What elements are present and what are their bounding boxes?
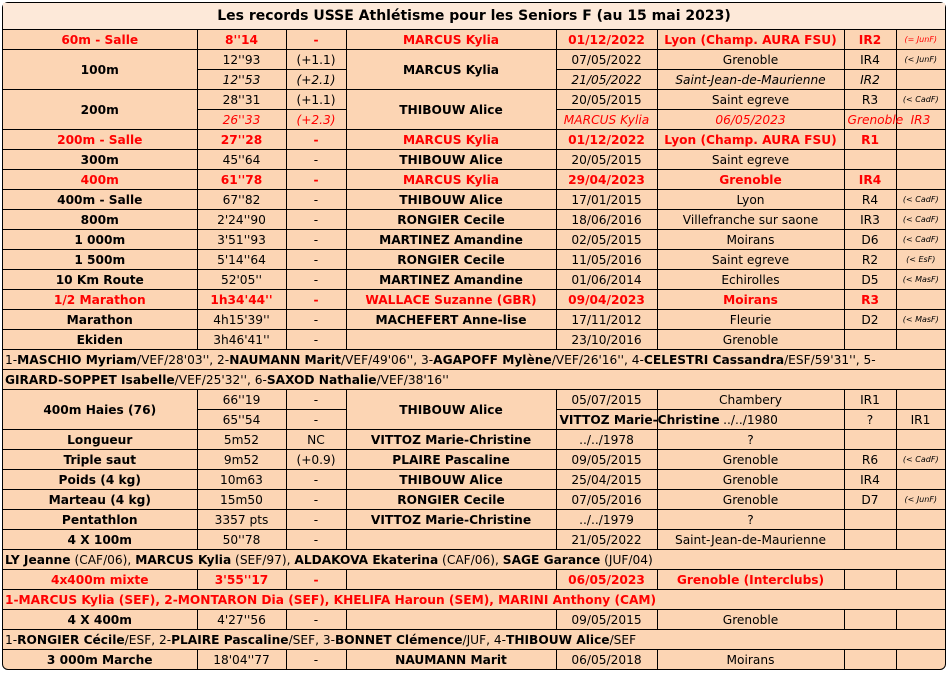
record-note: (< JunF)	[896, 50, 945, 70]
record-level	[844, 150, 896, 170]
record-row	[3, 450, 945, 470]
event-name: Triple saut	[3, 450, 197, 470]
record-level: IR3	[896, 110, 945, 130]
performance: 12''53	[197, 70, 286, 90]
performance: 65''54	[197, 410, 286, 430]
record-note: (< CadF)	[896, 230, 945, 250]
record-level: R3	[844, 90, 896, 110]
record-note	[896, 430, 945, 450]
team-member-name: NAUMANN Marit	[229, 352, 341, 367]
record-level	[844, 650, 896, 670]
record-place: Saint-Jean-de-Maurienne	[657, 530, 844, 550]
record-date: 05/07/2015	[556, 390, 657, 410]
relay-team-row	[3, 630, 945, 650]
record-note	[896, 150, 945, 170]
record-row	[3, 230, 945, 250]
record-row	[3, 570, 945, 590]
event-name: 200m - Salle	[3, 130, 197, 150]
event-name: Longueur	[3, 430, 197, 450]
wind: -	[286, 650, 346, 670]
record-level: IR1	[896, 410, 945, 430]
performance: 66''19	[197, 390, 286, 410]
team-member-name: THIBOUW Alice	[506, 632, 610, 647]
record-note: (< EsF)	[896, 250, 945, 270]
performance: 3h46'41''	[197, 330, 286, 350]
record-note: (< CadF)	[896, 90, 945, 110]
wind: (+2.3)	[286, 110, 346, 130]
event-name: 800m	[3, 210, 197, 230]
wind: (+1.1)	[286, 50, 346, 70]
record-level: IR2	[844, 70, 896, 90]
team-member-name: LY Jeanne	[5, 552, 71, 567]
record-date: 18/06/2016	[556, 210, 657, 230]
team-member-name: MASCHIO Myriam	[17, 352, 137, 367]
performance: 15m50	[197, 490, 286, 510]
record-date: 25/04/2015	[556, 470, 657, 490]
record-note	[896, 650, 945, 670]
mixed-relay-team-row	[3, 590, 945, 610]
athlete-name	[346, 570, 556, 590]
record-level: IR3	[844, 210, 896, 230]
ekiden-team-row	[3, 370, 945, 390]
record-place: Grenoble (Interclubs)	[657, 570, 844, 590]
athlete-name: THIBOUW Alice	[346, 390, 556, 430]
team-member-name: ALDAKOVA Ekaterina	[294, 552, 439, 567]
record-date: ../../1978	[556, 430, 657, 450]
performance: 3'55''17	[197, 570, 286, 590]
record-level	[844, 570, 896, 590]
event-name: 200m	[3, 90, 197, 130]
record-date: 07/05/2016	[556, 490, 657, 510]
record-row	[3, 610, 945, 630]
record-row	[3, 290, 945, 310]
event-name: 3 000m Marche	[3, 650, 197, 670]
athlete-name: MARCUS Kylia	[346, 130, 556, 150]
performance: 10m63	[197, 470, 286, 490]
event-name: 100m	[3, 50, 197, 90]
performance: 28''31	[197, 90, 286, 110]
performance: 4h15'39''	[197, 310, 286, 330]
athlete-name	[346, 610, 556, 630]
record-place: Grenoble	[657, 330, 844, 350]
record-date: 02/05/2015	[556, 230, 657, 250]
wind: -	[286, 250, 346, 270]
athlete-name: MARTINEZ Amandine	[346, 230, 556, 250]
performance: 1h34'44''	[197, 290, 286, 310]
record-date: 09/05/2015	[556, 610, 657, 630]
record-date: 20/05/2015	[556, 90, 657, 110]
record-place: Villefranche sur saone	[657, 210, 844, 230]
record-row	[3, 430, 945, 450]
record-date: 21/05/2022	[556, 530, 657, 550]
record-date: 17/11/2012	[556, 310, 657, 330]
record-row	[3, 470, 945, 490]
wind: -	[286, 530, 346, 550]
record-level: R3	[844, 290, 896, 310]
record-row	[3, 490, 945, 510]
wind: (+1.1)	[286, 90, 346, 110]
athlete-name	[346, 530, 556, 550]
event-name: 400m Haies (76)	[3, 390, 197, 430]
record-date: 17/01/2015	[556, 190, 657, 210]
record-note	[896, 130, 945, 150]
athlete-name: RONGIER Cecile	[346, 490, 556, 510]
athlete-name: MARTINEZ Amandine	[346, 270, 556, 290]
record-row	[3, 190, 945, 210]
record-note	[896, 570, 945, 590]
record-note: (< MasF)	[896, 270, 945, 290]
athlete-name: VITTOZ Marie-Christine	[346, 510, 556, 530]
record-note	[896, 610, 945, 630]
record-place: Grenoble	[657, 50, 844, 70]
record-place: ?	[657, 510, 844, 530]
athlete-name: MARCUS Kylia	[556, 110, 657, 130]
wind: -	[286, 570, 346, 590]
performance: 27''28	[197, 130, 286, 150]
record-date: 06/05/2023	[556, 570, 657, 590]
record-note	[896, 390, 945, 410]
record-place: Saint egreve	[657, 250, 844, 270]
event-name: 1 000m	[3, 230, 197, 250]
record-place: Fleurie	[657, 310, 844, 330]
performance: 5'14''64	[197, 250, 286, 270]
athlete-name: MARCUS Kylia	[346, 50, 556, 90]
record-note: (< CadF)	[896, 190, 945, 210]
record-row	[3, 50, 945, 70]
record-place: Moirans	[657, 230, 844, 250]
athlete-name: MARCUS Kylia	[346, 170, 556, 190]
record-date: 06/05/2018	[556, 650, 657, 670]
record-row	[3, 510, 945, 530]
record-level: IR4	[844, 170, 896, 190]
record-date: 06/05/2023	[657, 110, 844, 130]
record-row	[3, 170, 945, 190]
record-row	[3, 530, 945, 550]
record-note: (< CadF)	[896, 210, 945, 230]
record-date: 09/05/2015	[556, 450, 657, 470]
wind: -	[286, 210, 346, 230]
team-member-name: RONGIER Cécile	[17, 632, 125, 647]
team-members: 1-RONGIER Cécile/ESF, 2-PLAIRE Pascaline/SEF, 3-BONNET Clémence/JUF, 4-THIBOUW Alice/SEF	[3, 630, 945, 650]
record-place: Grenoble	[657, 450, 844, 470]
wind: -	[286, 470, 346, 490]
record-level: R6	[844, 450, 896, 470]
record-level: IR4	[844, 50, 896, 70]
team-member-name: CELESTRI Cassandra	[643, 352, 785, 367]
athlete-name	[346, 330, 556, 350]
record-note: (< CadF)	[896, 450, 945, 470]
performance: 12''93	[197, 50, 286, 70]
performance: 3'51''93	[197, 230, 286, 250]
record-level: R1	[844, 130, 896, 150]
team-members: 1-MASCHIO Myriam/VEF/28'03'', 2-NAUMANN Marit/VEF/49'06'', 3-AGAPOFF Mylène/VEF/26'16'', 4-CELESTRI Cassandra/ESF/59'31'', 5-	[3, 350, 945, 370]
athlete-name: RONGIER Cecile	[346, 210, 556, 230]
record-note: (= JunF)	[896, 30, 945, 50]
team-member-name: SAXOD Nathalie	[266, 372, 377, 387]
performance: 26''33	[197, 110, 286, 130]
wind: -	[286, 310, 346, 330]
record-row	[3, 650, 945, 670]
event-name: Marteau (4 kg)	[3, 490, 197, 510]
athlete-name: THIBOUW Alice	[346, 190, 556, 210]
record-place: Grenoble	[844, 110, 896, 130]
wind: -	[286, 130, 346, 150]
sheet-title: Les records USSE Athlétisme pour les Seniors F (au 15 mai 2023)	[3, 3, 945, 30]
record-note	[896, 530, 945, 550]
performance: 45''64	[197, 150, 286, 170]
record-level: D7	[844, 490, 896, 510]
performance: 2'24''90	[197, 210, 286, 230]
team-member-name: GIRARD-SOPPET Isabelle	[5, 372, 175, 387]
event-name: Pentathlon	[3, 510, 197, 530]
performance: 67''82	[197, 190, 286, 210]
athlete-name: THIBOUW Alice	[346, 470, 556, 490]
wind: -	[286, 610, 346, 630]
record-level	[844, 430, 896, 450]
wind: -	[286, 190, 346, 210]
wind: (+2.1)	[286, 70, 346, 90]
performance: 61''78	[197, 170, 286, 190]
record-date: ../../1979	[556, 510, 657, 530]
record-date: 11/05/2016	[556, 250, 657, 270]
team-members: GIRARD-SOPPET Isabelle/VEF/25'32'', 6-SAXOD Nathalie/VEF/38'16''	[3, 370, 945, 390]
record-row	[3, 130, 945, 150]
record-level: IR2	[844, 30, 896, 50]
record-date: 07/05/2022	[556, 50, 657, 70]
event-name: Poids (4 kg)	[3, 470, 197, 490]
record-place: Saint-Jean-de-Maurienne	[657, 70, 844, 90]
records-sheet	[2, 2, 946, 670]
record-place: Saint egreve	[657, 150, 844, 170]
performance: 3357 pts	[197, 510, 286, 530]
record-place: ?	[844, 410, 896, 430]
record-level	[844, 510, 896, 530]
records-table	[3, 30, 945, 669]
record-level	[844, 330, 896, 350]
athlete-name: MACHEFERT Anne-lise	[346, 310, 556, 330]
record-date: 23/10/2016	[556, 330, 657, 350]
event-name: 1/2 Marathon	[3, 290, 197, 310]
athlete-name: THIBOUW Alice	[346, 90, 556, 130]
wind: -	[286, 230, 346, 250]
record-place: Chambery	[657, 390, 844, 410]
record-row	[3, 330, 945, 350]
wind: (+0.9)	[286, 450, 346, 470]
wind: -	[286, 170, 346, 190]
record-place: Moirans	[657, 650, 844, 670]
performance: 8''14	[197, 30, 286, 50]
record-row	[3, 150, 945, 170]
record-row	[3, 270, 945, 290]
record-place: Moirans	[657, 290, 844, 310]
record-level: R2	[844, 250, 896, 270]
wind: -	[286, 330, 346, 350]
event-name: 1 500m	[3, 250, 197, 270]
record-row	[3, 310, 945, 330]
record-note	[896, 70, 945, 90]
record-note	[896, 170, 945, 190]
ekiden-team-row	[3, 350, 945, 370]
record-place: Grenoble	[657, 170, 844, 190]
record-row	[3, 210, 945, 230]
team-member-name: MARCUS Kylia	[135, 552, 232, 567]
record-note	[896, 290, 945, 310]
athlete-name: NAUMANN Marit	[346, 650, 556, 670]
event-name: 4x400m mixte	[3, 570, 197, 590]
team-members: LY Jeanne (CAF/06), MARCUS Kylia (SEF/97), ALDAKOVA Ekaterina (CAF/06), SAGE Garance (JUF/04)	[3, 550, 945, 570]
event-name: Marathon	[3, 310, 197, 330]
record-note: (< JunF)	[896, 490, 945, 510]
record-date: 01/12/2022	[556, 30, 657, 50]
record-place: Grenoble	[657, 610, 844, 630]
wind: -	[286, 490, 346, 510]
athlete-name: PLAIRE Pascaline	[346, 450, 556, 470]
record-date: ../../1980	[657, 410, 844, 430]
record-level: D2	[844, 310, 896, 330]
event-name: 4 X 100m	[3, 530, 197, 550]
record-place: Grenoble	[657, 490, 844, 510]
team-member-name: SAGE Garance	[502, 552, 601, 567]
athlete-name: VITTOZ Marie-Christine	[556, 410, 657, 430]
record-place: Lyon (Champ. AURA FSU)	[657, 130, 844, 150]
record-date: 01/06/2014	[556, 270, 657, 290]
performance: 18'04''77	[197, 650, 286, 670]
athlete-name: MARCUS Kylia	[346, 30, 556, 50]
event-name: 400m	[3, 170, 197, 190]
record-place: Grenoble	[657, 470, 844, 490]
record-level: R4	[844, 190, 896, 210]
wind: -	[286, 290, 346, 310]
record-place: Saint egreve	[657, 90, 844, 110]
record-place: ?	[657, 430, 844, 450]
record-level	[844, 530, 896, 550]
record-row	[3, 90, 945, 110]
relay-team-row	[3, 550, 945, 570]
record-level: D5	[844, 270, 896, 290]
team-member-name: BONNET Clémence	[335, 632, 463, 647]
wind: -	[286, 150, 346, 170]
team-member-name: PLAIRE Pascaline	[171, 632, 289, 647]
record-date: 09/04/2023	[556, 290, 657, 310]
record-note	[896, 470, 945, 490]
wind: -	[286, 510, 346, 530]
record-place: Lyon (Champ. AURA FSU)	[657, 30, 844, 50]
record-row	[3, 390, 945, 410]
record-level: IR1	[844, 390, 896, 410]
athlete-name: WALLACE Suzanne (GBR)	[346, 290, 556, 310]
event-name: 60m - Salle	[3, 30, 197, 50]
record-date: 21/05/2022	[556, 70, 657, 90]
wind: -	[286, 410, 346, 430]
team-member-name: AGAPOFF Mylène	[433, 352, 552, 367]
record-date: 01/12/2022	[556, 130, 657, 150]
performance: 52'05''	[197, 270, 286, 290]
wind: -	[286, 30, 346, 50]
team-members: 1-MARCUS Kylia (SEF), 2-MONTARON Dia (SEF), KHELIFA Haroun (SEM), MARINI Anthony (CAM)	[3, 590, 945, 610]
record-note	[896, 330, 945, 350]
performance: 9m52	[197, 450, 286, 470]
record-date: 29/04/2023	[556, 170, 657, 190]
record-level: IR4	[844, 470, 896, 490]
event-name: 10 Km Route	[3, 270, 197, 290]
athlete-name: VITTOZ Marie-Christine	[346, 430, 556, 450]
wind: -	[286, 390, 346, 410]
record-place: Echirolles	[657, 270, 844, 290]
record-level	[844, 610, 896, 630]
athlete-name: THIBOUW Alice	[346, 150, 556, 170]
record-place: Lyon	[657, 190, 844, 210]
event-name: 4 X 400m	[3, 610, 197, 630]
athlete-name: RONGIER Cecile	[346, 250, 556, 270]
event-name: 400m - Salle	[3, 190, 197, 210]
record-note: (< MasF)	[896, 310, 945, 330]
event-name: 300m	[3, 150, 197, 170]
record-date: 20/05/2015	[556, 150, 657, 170]
record-row	[3, 30, 945, 50]
wind: -	[286, 270, 346, 290]
performance: 50''78	[197, 530, 286, 550]
record-level: D6	[844, 230, 896, 250]
record-note	[896, 510, 945, 530]
wind: NC	[286, 430, 346, 450]
event-name: Ekiden	[3, 330, 197, 350]
performance: 4'27''56	[197, 610, 286, 630]
record-row	[3, 250, 945, 270]
performance: 5m52	[197, 430, 286, 450]
